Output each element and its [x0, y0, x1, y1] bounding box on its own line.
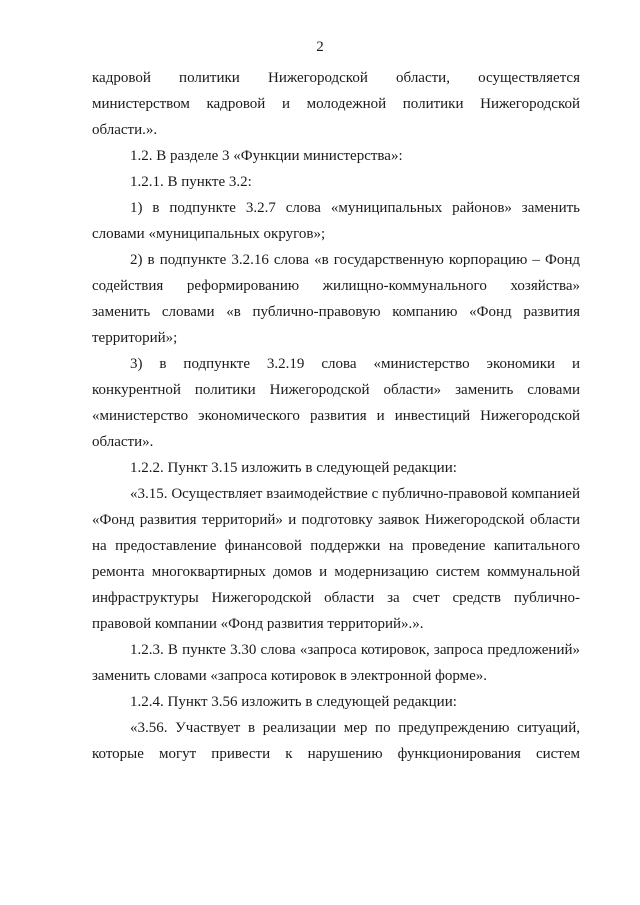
paragraph-continuation: кадровой политики Нижегородской области, осуществляется министерством кадровой и молодежной политики Нижегородской области.». — [92, 70, 580, 138]
paragraph-subitem-3: 3) в подпункте 3.2.19 слова «министерство экономики и конкурентной политики Нижегородской области» заменить словами «министерство экономического развития и инвестиций Нижегородской области». — [92, 356, 580, 450]
paragraph-item-1-2-2: 1.2.2. Пункт 3.15 изложить в следующей редакции: — [130, 460, 457, 476]
paragraph-item-1-2-3: 1.2.3. В пункте 3.30 слова «запроса котировок, запроса предложений» заменить словами «запроса котировок в электронной форме». — [92, 642, 580, 684]
paragraph-item-1-2-4: 1.2.4. Пункт 3.56 изложить в следующей редакции: — [130, 694, 457, 710]
paragraph-subitem-2: 2) в подпункте 3.2.16 слова «в государственную корпорацию – Фонд содействия реформированию жилищно-коммунального хозяйства» заменить словами «в публично-правовую компанию «Фонд развития территорий»; — [92, 252, 580, 346]
page-number: 2 — [316, 39, 324, 55]
paragraph-subitem-1: 1) в подпункте 3.2.7 слова «муниципальных районов» заменить словами «муниципальных округов»; — [92, 200, 580, 242]
paragraph-section-1-2: 1.2. В разделе 3 «Функции министерства»: — [130, 148, 403, 164]
paragraph-item-1-2-1: 1.2.1. В пункте 3.2: — [130, 174, 252, 190]
document-body — [92, 65, 580, 767]
paragraph-clause-3-56: «3.56. Участвует в реализации мер по предупреждению ситуаций, которые могут привести к нарушению функционирования систем — [92, 720, 580, 762]
paragraph-clause-3-15: «3.15. Осуществляет взаимодействие с публично-правовой компанией «Фонд развития территорий» и подготовку заявок Нижегородской области на предоставление финансовой поддержки на проведение капитального ремонта многоквартирных домов и модернизацию систем коммунальной инфраструктуры Нижегородской области за счет средств публично-правовой компании «Фонд развития территорий».». — [92, 486, 580, 632]
